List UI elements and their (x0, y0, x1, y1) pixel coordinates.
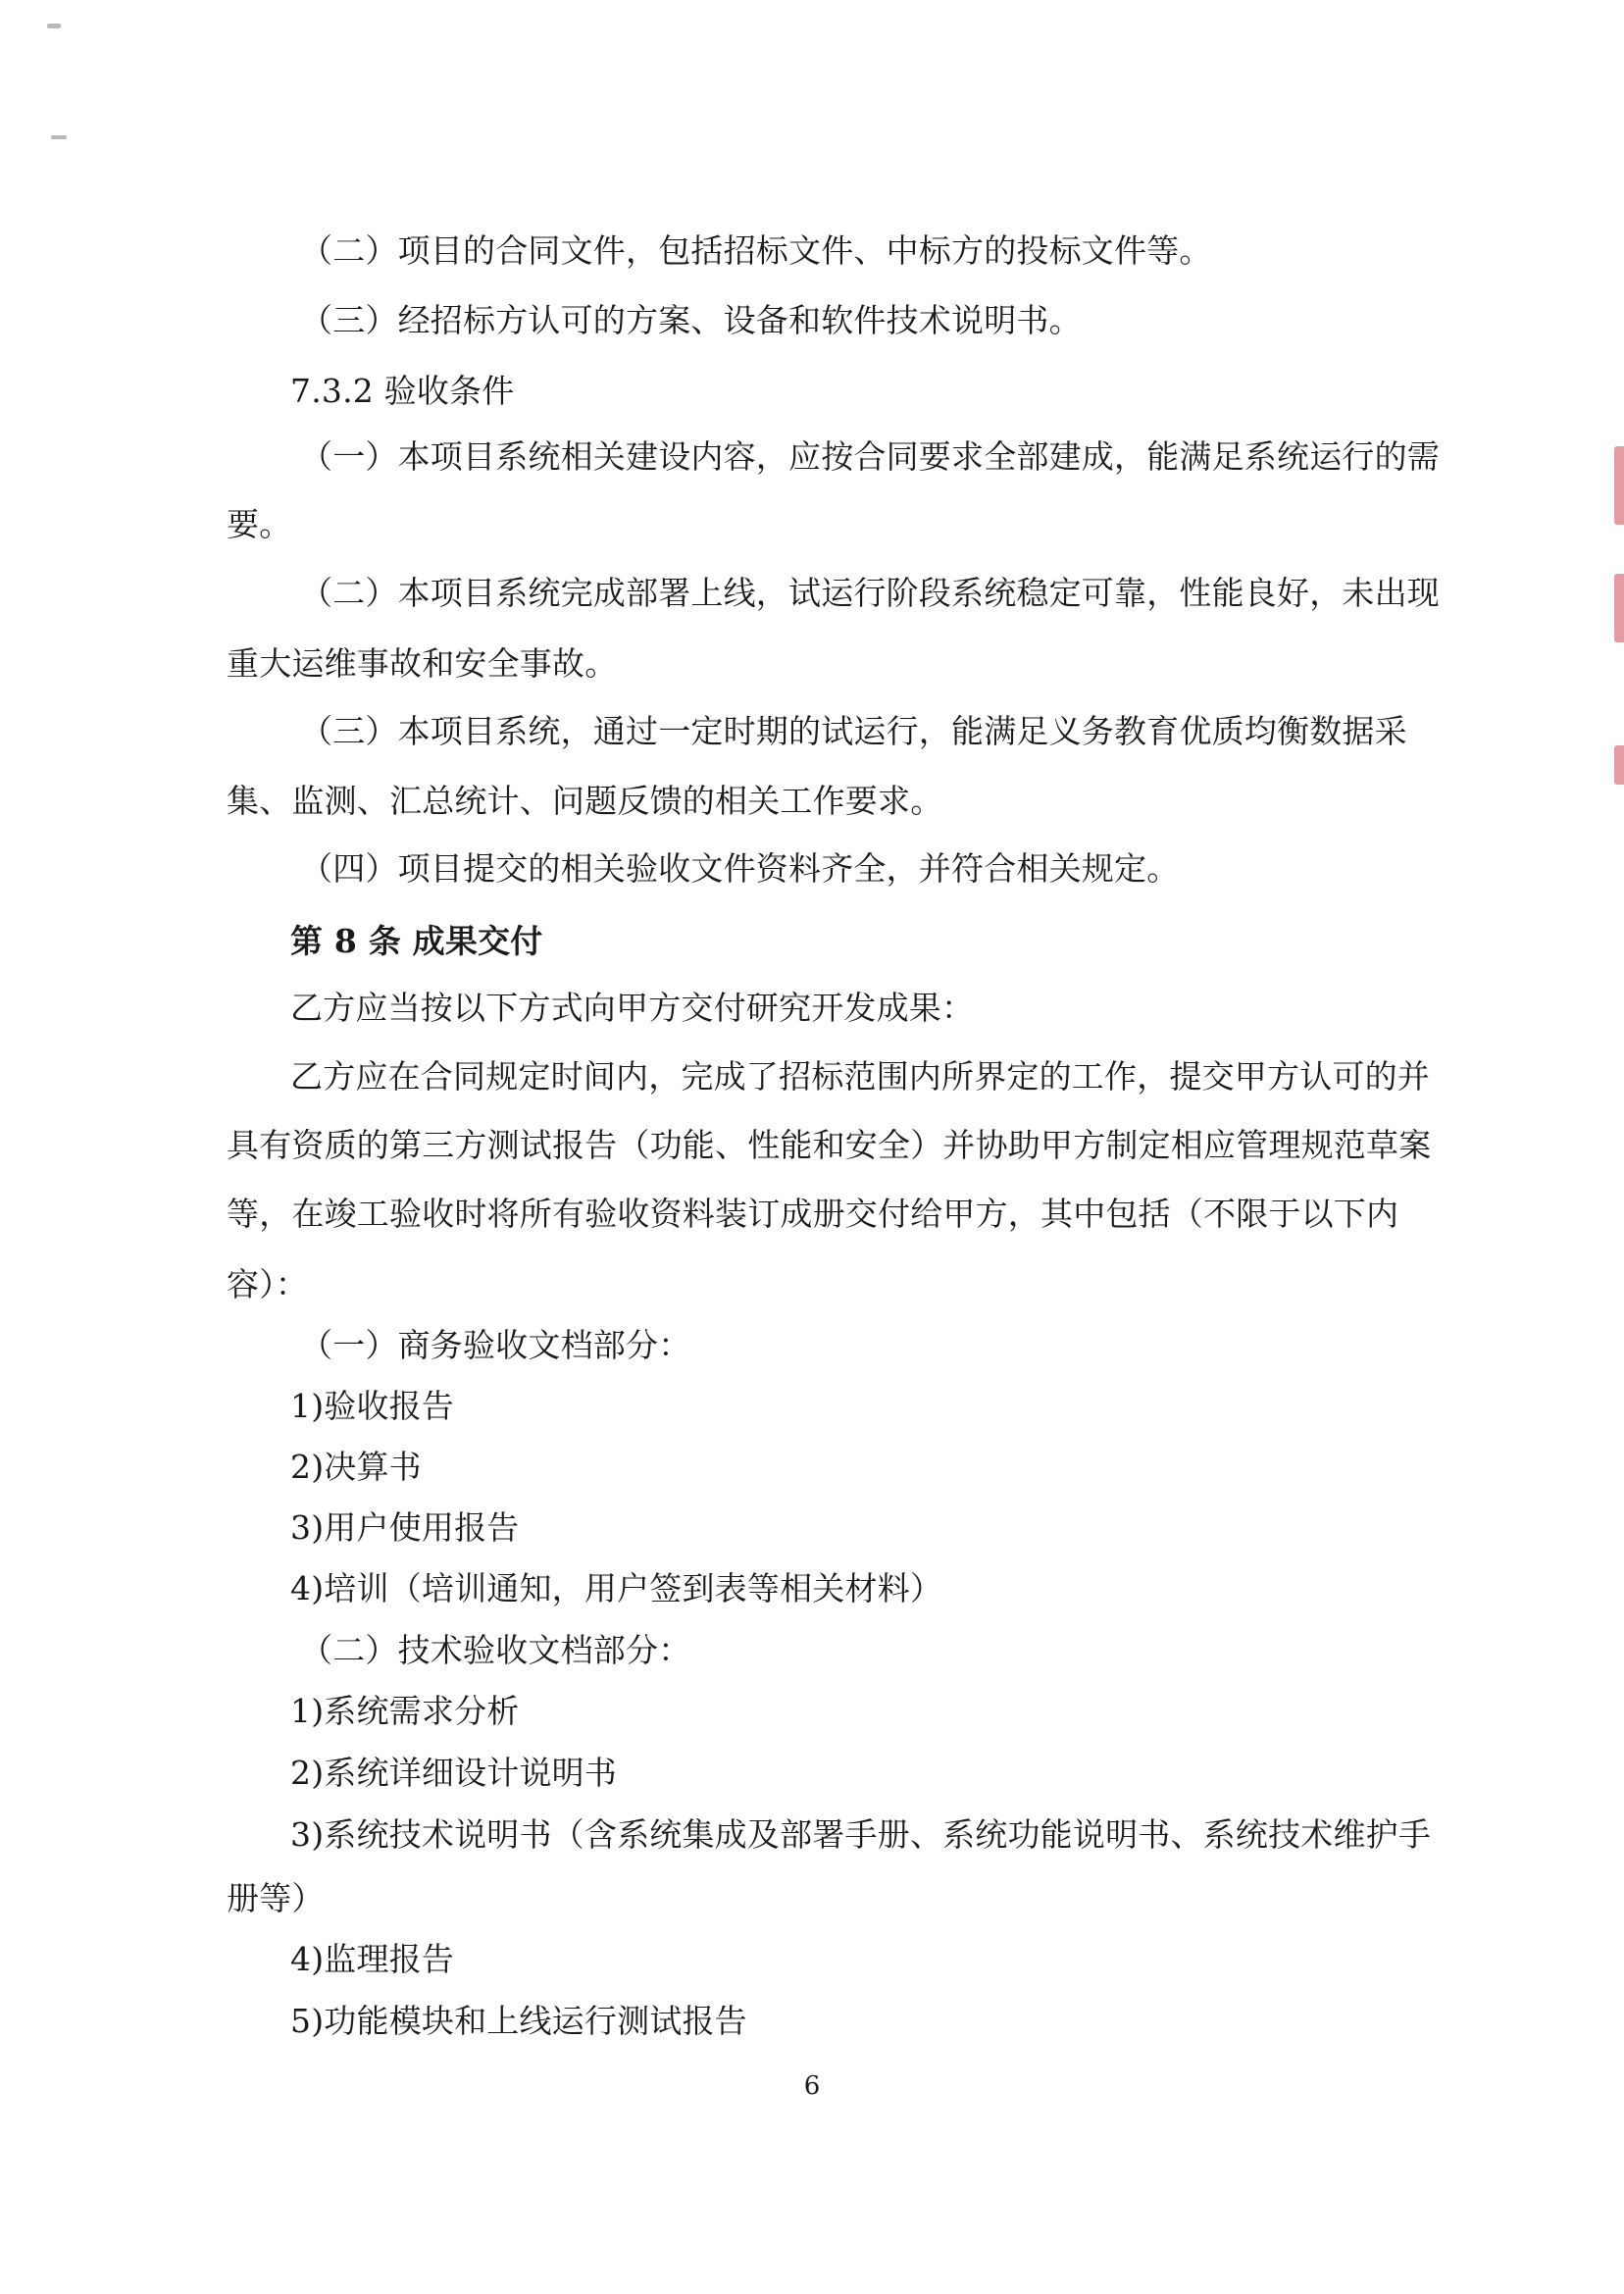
list-item: 1)验收报告 (290, 1387, 455, 1425)
list-heading: （二）技术验收文档部分： (300, 1631, 691, 1669)
seal-stamp-edge (1614, 574, 1624, 642)
list-heading: （一）商务验收文档部分： (300, 1326, 691, 1364)
paragraph-line: 集、监测、汇总统计、问题反馈的相关工作要求。 (227, 782, 943, 820)
list-item: 2)决算书 (290, 1448, 422, 1486)
paragraph-line: 容）： (227, 1265, 309, 1303)
scan-artifact (51, 135, 67, 139)
list-item: 册等） (227, 1879, 325, 1917)
paragraph-line: 等，在竣工验收时将所有验收资料装订成册交付给甲方，其中包括（不限于以下内 (227, 1195, 1399, 1233)
paragraph-line: 具有资质的第三方测试报告（功能、性能和安全）并协助甲方制定相应管理规范草案 (227, 1126, 1432, 1164)
list-item: 3)用户使用报告 (290, 1508, 520, 1547)
seal-stamp-edge (1614, 446, 1624, 525)
paragraph-line: 要。 (227, 505, 292, 543)
paragraph-line: 重大运维事故和安全事故。 (227, 644, 618, 683)
list-item: 3)系统技术说明书（含系统集成及部署手册、系统功能说明书、系统技术维护手 (290, 1815, 1432, 1854)
list-item: 4)培训（培训通知，用户签到表等相关材料） (290, 1569, 943, 1607)
list-item: 1)系统需求分析 (290, 1692, 520, 1730)
seal-stamp-edge (1614, 745, 1624, 785)
paragraph-line: 乙方应当按以下方式向甲方交付研究开发成果： (290, 989, 975, 1027)
list-item: 5)功能模块和上线运行测试报告 (290, 2002, 747, 2040)
paragraph-line: （三）经招标方认可的方案、设备和软件技术说明书。 (300, 301, 1082, 339)
article-heading: 第 8 条 成果交付 (290, 922, 543, 960)
paragraph-line: 乙方应在合同规定时间内，完成了招标范围内所界定的工作，提交甲方认可的并 (290, 1057, 1430, 1096)
page-number: 6 (803, 2071, 821, 2101)
list-item: 4)监理报告 (290, 1940, 455, 1978)
paragraph-line: （四）项目提交的相关验收文件资料齐全，并符合相关规定。 (300, 849, 1180, 888)
paragraph-line: （二）项目的合同文件，包括招标文件、中标方的投标文件等。 (300, 231, 1212, 270)
paragraph-line: （三）本项目系统，通过一定时期的试运行，能满足义务教育优质均衡数据采 (300, 712, 1407, 750)
scan-artifact (47, 24, 61, 28)
paragraph-line: （一）本项目系统相关建设内容，应按合同要求全部建成，能满足系统运行的需 (300, 437, 1440, 476)
section-subheading: 7.3.2 验收条件 (290, 372, 515, 410)
list-item: 2)系统详细设计说明书 (290, 1754, 618, 1792)
paragraph-line: （二）本项目系统完成部署上线，试运行阶段系统稳定可靠，性能良好，未出现 (300, 574, 1440, 612)
